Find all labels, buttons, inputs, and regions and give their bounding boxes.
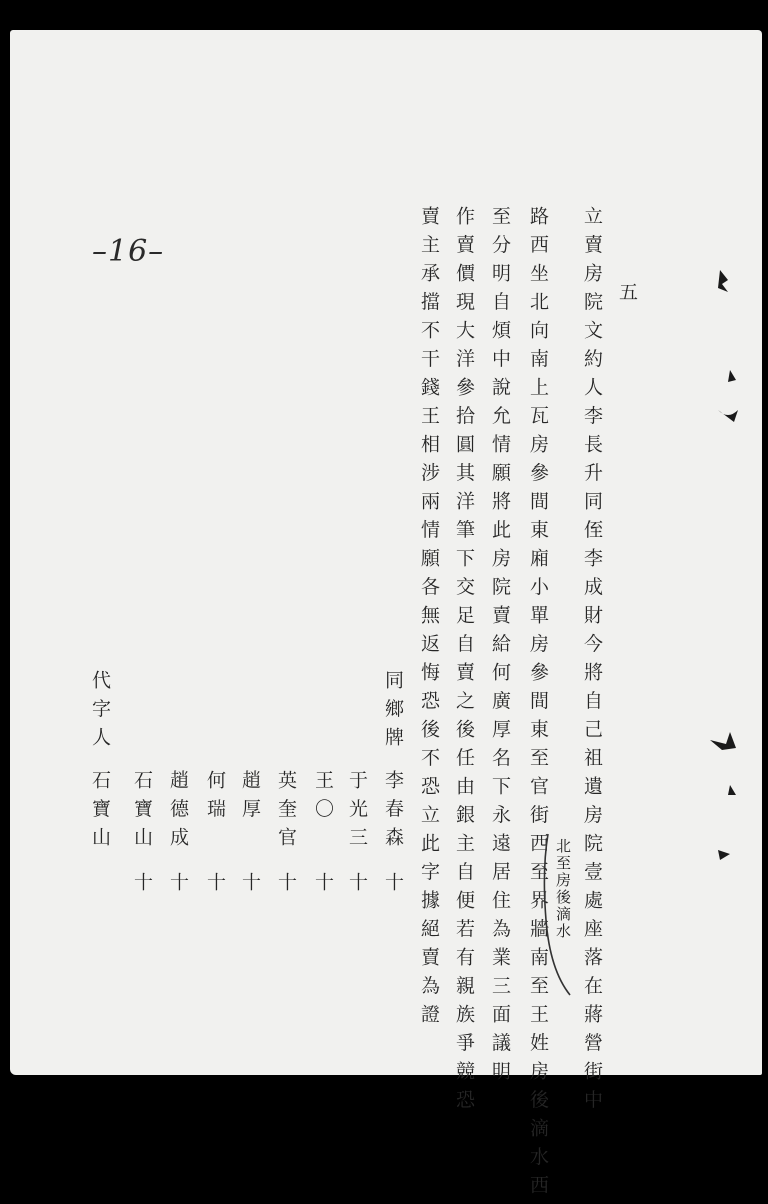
witness-name: 何瑞	[204, 770, 226, 827]
witness-name: 于光三	[346, 770, 368, 856]
ink-blot-icon	[700, 260, 760, 460]
contract-line-1: 立賣房院文約人李長升同侄李成財今將自己祖遺房院壹處座落在蔣營街中	[581, 206, 603, 1118]
page-number: –16–	[92, 234, 165, 269]
scribe-label: 代字人	[89, 670, 111, 756]
witness-mark: 十	[239, 872, 261, 901]
scribe-name: 石寶山	[89, 770, 111, 856]
witness-mark: 十	[382, 872, 404, 901]
witness-mark: 十	[204, 872, 226, 901]
insertion-mark-icon	[540, 830, 580, 1000]
witness-name: 趙厚	[239, 770, 261, 827]
document-page	[10, 30, 762, 1204]
witness-mark: 十	[312, 872, 334, 901]
witness-mark: 十	[167, 872, 189, 901]
witness-label: 同鄉牌	[382, 670, 404, 756]
witness-name: 李春森	[382, 770, 404, 856]
witness-name: 趙德成	[167, 770, 189, 856]
contract-line-4: 作賣價現大洋參拾圓其洋筆下交足自賣之後任由銀主自便若有親族爭競恐	[453, 206, 475, 1118]
witness-name: 石寶山	[131, 770, 153, 856]
ink-blot-icon	[700, 720, 760, 870]
contract-line-5: 賣主承擋不干錢王相涉兩情願各無返悔恐後不恐立此字據絕賣為證	[418, 206, 440, 1033]
witness-mark: 十	[131, 872, 153, 901]
interlinear-note: 北至房後滴水	[554, 838, 572, 940]
witness-mark: 十	[346, 872, 368, 901]
contract-line-2: 路西坐北向南上瓦房參間東廂小單房參間東至官街西至界牆南至王姓房後滴水西	[527, 206, 549, 1204]
witness-name: 英奎官	[275, 770, 297, 856]
witness-mark: 十	[275, 872, 297, 901]
entry-number: 五	[616, 282, 638, 311]
contract-line-3: 至分明自煩中說允情願將此房院賣給何廣厚名下永遠居住為業三面議明	[489, 206, 511, 1090]
witness-name: 王〇	[312, 770, 334, 827]
